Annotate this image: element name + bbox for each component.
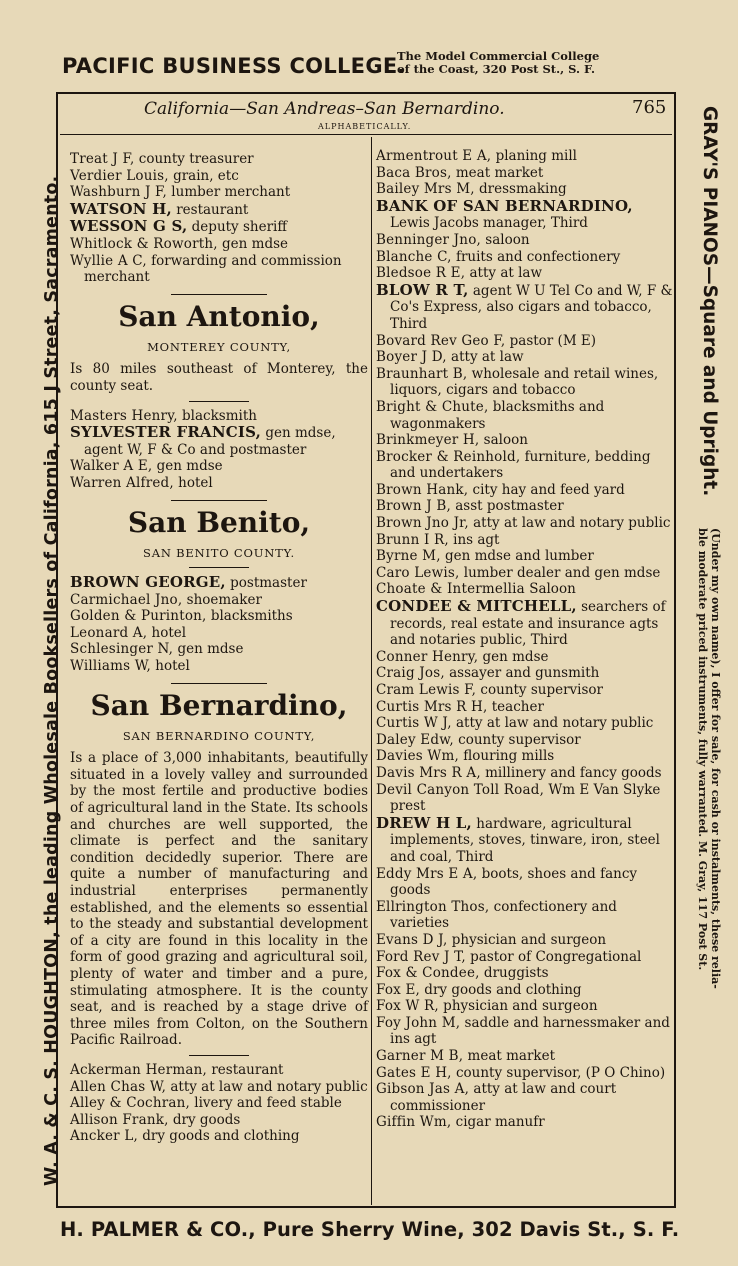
directory-entry [376,198,674,232]
directory-entry [376,265,674,282]
entry-name: BROWN GEORGE, [70,573,226,592]
directory-entry [376,699,674,716]
entry-name: Treat J F, [70,151,135,167]
entry-name: Evans D J, [376,931,448,948]
directory-entry [376,282,674,333]
county-label: SAN BENITO COUNTY. [143,545,295,560]
page-header-title: California—San Andreas–San Bernardino. [144,99,505,119]
entry-details: gen mdse [478,648,549,665]
entry-details: assayer and gunsmith [444,665,600,682]
section-rule [171,683,267,684]
right-margin-detail-line-2: ble moderate priced instruments, fully warranted. M. Gray, 117 Post St. [696,528,709,971]
directory-entry [376,1081,674,1114]
entry-details: lumber dealer and gen mdse [459,564,661,581]
directory-entry [70,458,368,475]
directory-entry [376,565,674,582]
entry-details: gen mdse and lumber [440,548,594,565]
entry-name: Schlesinger N, [70,641,174,658]
entry-details: gen mdse, agent W, F & Co and postmaster [84,425,336,458]
section-rule [171,294,267,295]
entry-details: gen mdse [217,235,289,252]
directory-entry [376,899,674,932]
directory-entry [70,1128,368,1145]
directory-entry [376,165,674,182]
entry-name: Conner Henry, [376,648,479,665]
entry-name: Curtis W J, [376,715,452,732]
top-ad-tagline [397,50,599,76]
town-heading: San Antonio, [118,299,320,333]
entry-name: Daley Edw, [376,731,454,748]
directory-entry [376,782,674,815]
directory-entry [70,625,368,642]
entry-details: furniture, bedding and undertakers [390,448,651,482]
directory-entry [376,148,674,165]
entry-details: millinery and fancy goods [480,764,662,781]
entry-details: grain, etc [168,167,239,184]
entry-name: Alley & Cochran, [70,1095,190,1112]
entry-details: gen mdse [152,458,223,475]
entry-details: cigar manufr [451,1114,545,1131]
entry-details: gen mdse [173,641,244,658]
entry-details: atty at law and notary public [468,515,671,532]
directory-entry [70,592,368,609]
entry-name: Fox E, [376,981,421,998]
entry-name: Brunn I R, [376,531,449,548]
entry-details: boots, shoes and fancy goods [390,865,638,899]
entry-details: deputy sheriff [187,219,287,236]
entry-name: Garner M B, [376,1048,464,1065]
entry-name: Bledsoe R E, [376,265,466,282]
entry-details: meat market [463,1048,555,1065]
entry-details: lumber merchant [167,184,291,201]
entry-details: hotel [151,658,190,675]
entry-details: fruits and confectionery [451,248,621,265]
town-heading: San Benito, [127,505,311,539]
entry-name: Eddy Mrs E A, [376,865,478,882]
short-rule [189,1055,249,1056]
entry-name: Brinkmeyer H, [376,432,480,449]
entry-details: county treasurer [134,151,254,167]
directory-entry [376,732,674,749]
entry-name: Wyllie A C, [70,252,147,269]
directory-entry [70,1079,368,1096]
entry-name: Verdier Louis, [70,167,169,184]
directory-entry [376,765,674,782]
directory-entry [376,181,674,198]
directory-entry [70,424,368,458]
entry-name: Armentrout E A, [376,148,492,164]
entry-name: Carmichael Jno, [70,591,183,608]
entry-name: Choate & Intermellia [376,581,525,598]
directory-entry [376,482,674,499]
entry-details: confectionery and varieties [390,898,617,932]
entry-name: CONDEE & MITCHELL, [376,597,577,616]
entry-details: asst postmaster [450,498,564,515]
entry-name: Craig Jos, [376,665,445,682]
entry-name: DREW H L, [376,813,472,832]
directory-entry [70,168,368,185]
entry-details: saddle and harnessmaker and ins agt [390,1014,670,1048]
directory-entry [376,249,674,266]
entry-details: hotel [173,474,213,491]
entry-name: BANK OF SAN BERNARDINO, [376,196,633,215]
entry-name: Brown Hank, [376,481,469,498]
entry-details: dry goods [168,1111,241,1128]
directory-entry [70,1095,368,1112]
town-description: Is a place of 3,000 inhabitants, beautifully situated in a lovely valley and surrounded by the most fertile and productive bodies of agricultural land in the State. Its schools and churches are well supported, the climate is perfect and the sanitary condition decidedly superior. There are quite a number of manufacturing and industrial enterprises permanently established, and the elements so essential to the steady and substantial development of a city are found in this locality in the form of good grazing and agricultural soil, plenty of water and timber and a pure, stimulating atmosphere. It is the county seat, and is reached by a stage drive of three miles from Colton, on the Southern Pacific Railroad. [70,750,368,1049]
directory-entry [376,449,674,482]
entry-name: WESSON G S, [70,217,188,236]
entry-name: BLOW R T, [376,280,469,299]
entry-details: saloon [481,231,530,248]
entry-name: Bright & Chute, [376,398,489,415]
entry-details: agent W U Tel Co and W, F & Co's Express, also cigars and tobacco, Third [390,282,673,332]
entry-name: Brown Jno Jr, [376,515,469,532]
entry-details: dry goods and clothing [137,1128,300,1145]
directory-entry [70,151,368,168]
section-rule [171,500,267,501]
entry-name: Curtis Mrs R H, [376,698,488,715]
directory-entry [376,366,674,399]
directory-entry [376,1015,674,1048]
entry-details: teacher [487,698,544,715]
entry-details: hardware, agricultural implements, stoves, tinware, iron, steel and coal, Third [390,815,660,865]
entry-name: Byrne M, [376,548,441,565]
entry-name: Benninger Jno, [376,231,482,248]
entry-details: atty at law and court commissioner [390,1081,617,1114]
directory-entry [376,715,674,732]
entry-name: Ackerman Herman, [70,1061,208,1078]
directory-entry [376,1114,674,1131]
top-ad-name: PACIFIC BUSINESS COLLEGE. [62,54,406,78]
entry-details: atty at law [465,265,543,282]
directory-entry [376,665,674,682]
page-header-subtitle: ALPHABETICALLY. [318,122,412,131]
entry-details: city hay and feed yard [468,481,625,498]
entry-details: pastor of Congregational [465,948,642,965]
directory-entry [376,965,674,982]
directory-entry [376,1065,674,1082]
entry-name: Devil Canyon Toll Road, [376,781,545,798]
entry-details: physician and surgeon [438,998,598,1015]
short-rule [189,567,249,568]
entry-details: blacksmith [177,407,257,424]
directory-entry [376,333,674,350]
entry-name: Warren Alfred, [70,474,174,491]
directory-entry [70,201,368,219]
entry-name: Washburn J F, [70,184,168,201]
entry-name: Whitlock & Roworth, [70,235,218,252]
entry-name: Cram Lewis F, [376,682,477,698]
directory-entry [70,658,368,675]
entry-details: meat market [451,164,544,181]
entry-name: Caro Lewis, [376,564,460,581]
entry-name: Bailey Mrs M, [376,181,475,198]
entry-name: WATSON H, [70,199,172,218]
entry-name: Fox W R, [376,998,439,1015]
directory-entry [376,399,674,432]
town-description: Is 80 miles southeast of Monterey, the county seat. [70,361,368,394]
top-ad-tagline-line-1: The Model Commercial College [397,49,600,63]
entry-details: atty at law and notary public [166,1078,368,1095]
directory-entry [376,349,674,366]
entry-details: searchers of records, real estate and insurance agts and notaries public, Third [390,599,666,649]
directory-entry [70,184,368,201]
directory-entry [70,1062,368,1079]
entry-name: Davies Wm, [376,748,459,765]
entry-details: county supervisor, (P O Chino) [451,1064,666,1081]
entry-details: dry goods and clothing [420,981,582,998]
directory-entry [70,218,368,236]
directory-entry [376,932,674,949]
right-column [376,148,674,1131]
directory-entry [376,432,674,449]
entry-name: Foy John M, [376,1014,461,1031]
header-divider [60,134,672,135]
right-margin-advertisement: GRAY'S PIANOS—Square and Upright. [699,106,720,497]
entry-details: county supervisor [476,682,604,698]
directory-entry [376,815,674,866]
directory-entry [376,532,674,549]
entry-name: Braunhart B, [376,365,468,382]
directory-entry [70,475,368,492]
entry-details: Saloon [524,581,576,598]
entry-details: blacksmiths and wagonmakers [390,398,605,432]
town-heading: San Bernardino, [90,688,348,722]
left-margin-advertisement: W. A. & C. S. HOUGHTON, the leading Wholesale Booksellers of California, 615 J Street, Sacramento. [42,175,62,1186]
directory-entry [70,408,368,425]
entry-details: pastor (M E) [505,332,597,349]
entry-details: hotel [147,624,187,641]
entry-name: Williams W, [70,658,151,675]
left-column [70,151,368,1145]
entry-details: wholesale and retail wines, liquors, cigars and tobacco [390,365,659,399]
page-number: 765 [632,97,667,118]
bottom-advertisement: H. PALMER & CO., Pure Sherry Wine, 302 Davis St., S. F. [60,1218,680,1241]
entry-name: Fox & Condee, [376,965,480,982]
entry-details: planing mill [491,148,577,164]
directory-entry [70,236,368,253]
entry-details: atty at law and notary public [451,715,654,732]
directory-entry [70,253,368,286]
short-rule [189,401,249,402]
entry-name: Ancker L, [70,1128,138,1145]
entry-details: flouring mills [459,748,555,765]
entry-name: SYLVESTER FRANCIS, [70,423,262,442]
entry-name: Ford Rev J T, [376,948,466,965]
entry-name: Leonard A, [70,624,148,641]
directory-entry [376,232,674,249]
directory-entry [376,982,674,999]
right-margin-advertisement-detail [696,528,722,1208]
directory-entry [376,649,674,666]
directory-entry [376,515,674,532]
top-ad-tagline-line-2: of the Coast, 320 Post St., S. F. [397,62,596,76]
entry-details: shoemaker [182,591,262,608]
directory-entry [376,598,674,649]
directory-entry [376,682,674,699]
entry-details: blacksmiths [206,608,293,625]
entry-details: Lewis Jacobs manager, Third [390,215,588,232]
entry-details: county supervisor [453,731,581,748]
entry-name: Bovard Rev Geo F, [376,332,506,349]
entry-details: dressmaking [474,181,567,198]
entry-details: saloon [479,432,528,449]
entry-name: Giffin Wm, [376,1114,452,1131]
directory-entry [70,641,368,658]
entry-name: Allison Frank, [70,1111,169,1128]
top-advertisement [60,44,680,88]
entry-details: postmaster [225,575,307,592]
county-label: SAN BERNARDINO COUNTY, [122,728,316,743]
entry-name: Gibson Jas A, [376,1081,470,1098]
entry-details: forwarding and commission merchant [84,252,342,286]
directory-entry [376,866,674,899]
entry-name: Walker A E, [70,458,153,475]
directory-entry [376,1048,674,1065]
directory-entry [70,1112,368,1129]
column-divider [371,137,372,1205]
entry-details: restaurant [207,1061,284,1078]
right-margin-detail-line-1: (Under my own name), I offer for sale, for cash or instalments, these relia- [709,528,722,989]
entry-details: Wm E Van Slyke prest [390,781,661,815]
entry-name: Golden & Purinton, [70,608,207,625]
directory-entry [376,949,674,966]
entry-name: Allen Chas W, [70,1078,167,1095]
directory-entry [376,548,674,565]
entry-name: Ellrington Thos, [376,898,490,915]
entry-details: physician and surgeon [447,931,607,948]
directory-entry [376,581,674,598]
entry-details: livery and feed stable [190,1095,342,1112]
entry-details: restaurant [171,201,249,218]
entry-details: druggists [479,965,549,982]
entry-name: Blanche C, [376,248,452,265]
entry-name: Gates E H, [376,1064,452,1081]
directory-entry [376,498,674,515]
entry-details: ins agt [448,531,500,548]
entry-name: Boyer J D, [376,349,447,366]
entry-name: Brocker & Reinhold, [376,448,521,465]
entry-name: Davis Mrs R A, [376,764,481,781]
entry-name: Baca Bros, [376,164,452,181]
county-label: MONTEREY COUNTY, [147,339,291,354]
directory-entry [376,998,674,1015]
directory-entry [70,608,368,625]
directory-entry [70,574,368,592]
entry-name: Masters Henry, [70,407,178,424]
entry-name: Brown J B, [376,498,451,515]
entry-details: atty at law [446,349,524,366]
directory-entry [376,748,674,765]
